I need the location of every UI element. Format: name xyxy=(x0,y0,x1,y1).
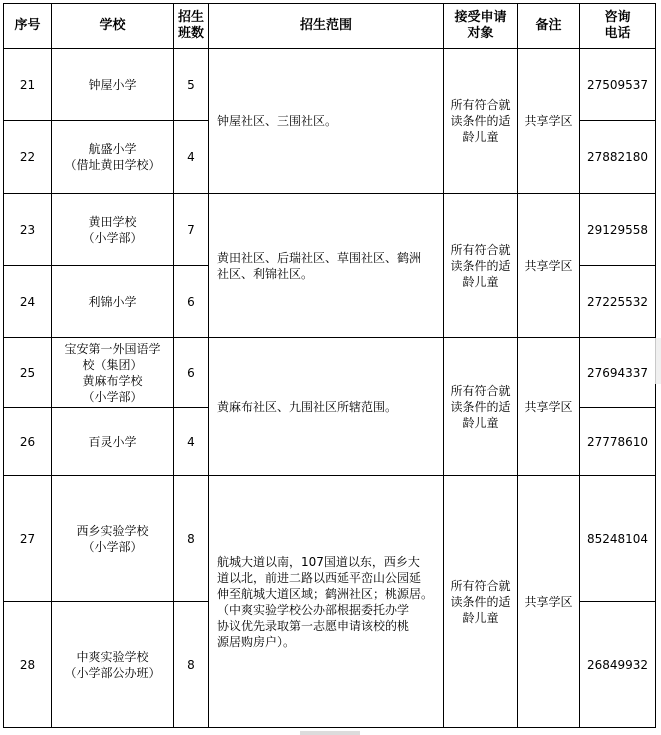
row-classes: 7 xyxy=(174,194,209,266)
group-target: 所有符合就 读条件的适 龄儿童 xyxy=(444,338,518,476)
row-school: 钟屋小学 xyxy=(52,49,174,121)
row-classes: 5 xyxy=(174,49,209,121)
row-phone: 85248104 xyxy=(580,476,656,602)
row-no: 22 xyxy=(4,121,52,194)
group-target: 所有符合就 读条件的适 龄儿童 xyxy=(444,476,518,728)
header-target: 接受申请 对象 xyxy=(444,4,518,49)
row-no: 24 xyxy=(4,266,52,338)
header-classes: 招生 班数 xyxy=(174,4,209,49)
row-phone: 26849932 xyxy=(580,602,656,728)
scrollbar-fragment-bottom[interactable] xyxy=(300,731,360,735)
header-no: 序号 xyxy=(4,4,52,49)
group-range: 黄麻布社区、九围社区所辖范围。 xyxy=(209,338,444,476)
group-range: 黄田社区、后瑞社区、草围社区、鹤洲 社区、利锦社区。 xyxy=(209,194,444,338)
group-note: 共享学区 xyxy=(518,338,580,476)
row-phone: 27225532 xyxy=(580,266,656,338)
row-classes: 8 xyxy=(174,602,209,728)
group-range: 钟屋社区、三围社区。 xyxy=(209,49,444,194)
row-no: 23 xyxy=(4,194,52,266)
row-phone: 27882180 xyxy=(580,121,656,194)
row-phone: 27694337 xyxy=(580,338,656,408)
header-range: 招生范围 xyxy=(209,4,444,49)
group-target: 所有符合就 读条件的适 龄儿童 xyxy=(444,49,518,194)
row-no: 27 xyxy=(4,476,52,602)
table-row xyxy=(4,338,656,408)
row-classes: 8 xyxy=(174,476,209,602)
table-row xyxy=(4,194,656,266)
row-classes: 4 xyxy=(174,121,209,194)
header-row xyxy=(4,4,656,49)
row-school: 中爽实验学校 （小学部公办班） xyxy=(52,602,174,728)
row-school: 西乡实验学校 （小学部） xyxy=(52,476,174,602)
header-note: 备注 xyxy=(518,4,580,49)
header-phone: 咨询 电话 xyxy=(580,4,656,49)
group-range: 航城大道以南，107国道以东，西乡大 道以北，前进二路以西延平峦山公园延 伸至航城大道区域；鹤洲社区；桃源居。 （中爽实验学校公办部根据委托办学 协议优先录取第一志愿申请该校的桃 源居购房户）。 xyxy=(209,476,444,728)
row-classes: 4 xyxy=(174,408,209,476)
enrollment-table xyxy=(3,3,656,728)
row-classes: 6 xyxy=(174,266,209,338)
row-classes: 6 xyxy=(174,338,209,408)
row-no: 28 xyxy=(4,602,52,728)
row-phone: 29129558 xyxy=(580,194,656,266)
row-phone: 27778610 xyxy=(580,408,656,476)
row-school: 利锦小学 xyxy=(52,266,174,338)
header-school: 学校 xyxy=(52,4,174,49)
row-school: 黄田学校 （小学部） xyxy=(52,194,174,266)
row-no: 21 xyxy=(4,49,52,121)
row-phone: 27509537 xyxy=(580,49,656,121)
table-row xyxy=(4,476,656,602)
table-row xyxy=(4,49,656,121)
group-note: 共享学区 xyxy=(518,476,580,728)
group-note: 共享学区 xyxy=(518,49,580,194)
row-school: 百灵小学 xyxy=(52,408,174,476)
row-school: 宝安第一外国语学 校（集团） 黄麻布学校 （小学部） xyxy=(52,338,174,408)
group-target: 所有符合就 读条件的适 龄儿童 xyxy=(444,194,518,338)
row-school: 航盛小学 （借址黄田学校） xyxy=(52,121,174,194)
scrollbar-fragment[interactable] xyxy=(655,338,661,384)
group-note: 共享学区 xyxy=(518,194,580,338)
row-no: 25 xyxy=(4,338,52,408)
row-no: 26 xyxy=(4,408,52,476)
